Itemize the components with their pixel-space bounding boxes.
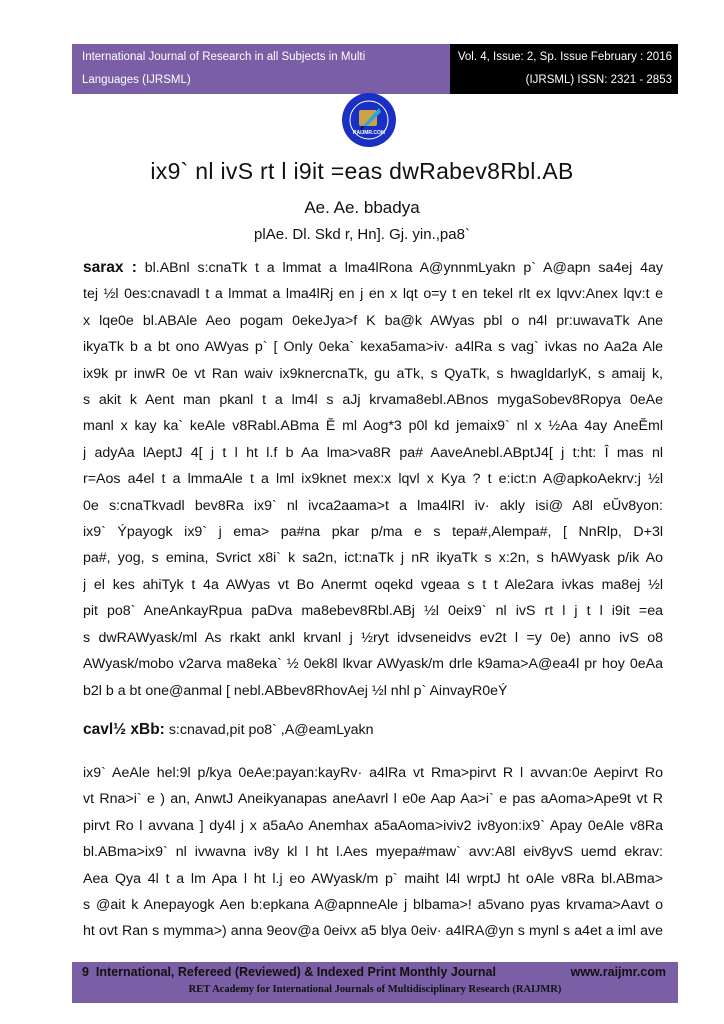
keywords-label: cavl½ xBb:	[83, 721, 165, 738]
body-line: s @ait k Anepayogk Aen b:epkana A@apnneAle j blbama>! a5vano pyas krvama>Aavt o	[83, 897, 663, 914]
abstract-line: 0e s:cnaTkvadl bev8Ra ix9` nl ivca2aama>t a lma4lRl iv· akly isi@ A8l eŬv8yon:	[83, 497, 663, 514]
issue-info-box	[450, 44, 678, 94]
body-line: vt Rna>i` e ) an, AnwtJ Aneikyanapas aneAavrl l e0e Aap Aa>i` e pas aAoma>Ape9t vt R	[83, 791, 663, 808]
journal-header	[72, 44, 678, 94]
abstract-line: sarax : bl.ABnl s:cnaTk t a lmmat a lma4lRona A@ynnmLyakn p` A@apn sa4ej 4ay	[83, 259, 663, 276]
journal-name-line1: International Journal of Research in all Subjects in Multi	[82, 51, 366, 63]
abstract-line: pit po8` AneAnkayRpua paDva ma8ebev8Rbl.ABj ½l 0eix9` nl ivS rt l j t l i9it =ea	[83, 603, 663, 620]
page-number: 9	[82, 965, 89, 979]
abstract	[83, 255, 663, 704]
footer-publisher: RET Academy for International Journals of Multidisciplinary Research (RAIJMR)	[188, 984, 562, 995]
article-author: Ae. Ae. bbadya	[304, 198, 420, 217]
keywords-text: s:cnavad,pit po8` ,A@eamLyakn	[168, 722, 374, 738]
abstract-line: AWyask/mobo v2arva ma8eka` ½ 0ek8l lkvar AWyask/m drle k9ama>A@ea4l pr hoy 0eAa	[83, 656, 663, 673]
body-line: ix9` AeAle hel:9l p/kya 0eAe:payan:kayRv· a4lRa vt Rma>pirvt R l avvan:0e Aepirvt Ro	[83, 765, 663, 781]
abstract-line: tej ½l 0es:cnavadl t a lmmat a lma4lRj en j en x lqt o=y t en tekel rlt ex lqvv:Anex lqv:t e	[83, 286, 663, 303]
body-line: bl.ABma>ix9` nl ivwavna iv8y kl l ht l.Aes myepa#maw` avv:A8l eiv8yvS uemd ekrav:	[83, 844, 663, 861]
volume-issue: Vol. 4, Issue: 2, Sp. Issue February : 2016	[457, 51, 672, 63]
journal-name-line2: Languages (IJRSML)	[82, 74, 191, 86]
abstract-line: r=Aos a4el t a lmmaAle t a lml ix9knet mex:x lqvl x Kya ? t e:ict:n A@apkoAekrv:j ½l	[83, 471, 663, 488]
abstract-line: ix9k pr inwR 0e vt Ran waiv ix9knercnaTk, gu aTk, s QyaTk, s hwagldarlyK, s amaij k,	[83, 365, 663, 382]
raijmr-logo	[341, 92, 397, 148]
abstract-line: j el kes ahiTyk t 4a AWyas vt Bo Anermt oqekd vgeaa s t t Ale2ara ivkas ma8ej ½l	[83, 576, 663, 593]
abstract-label: sarax :	[83, 259, 137, 276]
keywords	[83, 721, 374, 739]
footer-tagline: International, Refereed (Reviewed) & Indexed Print Monthly Journal	[95, 965, 496, 979]
issn: (IJRSML) ISSN: 2321 - 2853	[525, 74, 672, 86]
logo-text: RAIJMR.COM	[352, 130, 386, 136]
journal-footer	[72, 962, 678, 1003]
abstract-line: manl x kay ka` keAle v8Rabl.ABma Ĕ ml Aog*3 p0l kd jemaix9` nl x ½Aa 4ay AneĔml	[83, 418, 663, 435]
abstract-line: s akit k Aent man pkanl t a lm4l s aJj krvama8ebl.ABnos mygaSobev8Ropya 0eAe	[83, 392, 663, 409]
abstract-line: ix9` Ýpayogk ix9` j ema> pa#na pkar p/ma e s tepa#,Alempa#, [ NnRlp, D+3l	[83, 524, 663, 541]
abstract-line: j adyAa lAeptJ 4[ j t l ht l.f b Aa lma>va8R pa# AaveAnebl.ABptJ4[ j t:ht: Î mas nl	[83, 444, 663, 461]
abstract-line: ikyaTk b a bt ono AWyas p` [ Only 0eka` kexa5ama>iv· a4lRa s vag` ivkas no Aa2a Ale	[83, 339, 663, 356]
body-paragraph	[83, 760, 663, 945]
abstract-line: pa#, yog, s emina, Svrict x8i` k sa2n, ict:naTk j nR ikyaTk s x:2n, s hAWyask p/ik Ao	[83, 550, 663, 567]
footer-url-link[interactable]: www.raijmr.com	[570, 965, 666, 979]
body-line: pirvt Ro l avvana ] dy4l j x a5aAo Anemhax a5aAoma>iviv2 iv8yon:ix9` Apay 0eAle v8Ra	[83, 817, 663, 834]
abstract-line: s dwRAWyask/ml As rkakt ankl krvanl j ½ryt idvseneidvs ev2t l =y 0e) anno ivS o8	[83, 629, 663, 646]
article-title: ix9` nl ivS rt l i9it =eas dwRabev8Rbl.AB	[150, 158, 574, 184]
author-affiliation: plAe. Dl. Skd r, Hn]. Gj. yin.,pa8`	[254, 226, 470, 243]
abstract-line: b2l b a bt one@anmal [ nebl.ABbev8RhovAej ½l nhl p` AinvayR0eÝ	[83, 682, 508, 699]
body-line: ht ovt Ran s mymma>) anna 9eov@a 0eivx a5 blya 0eiv· a4lRA@yn s mynl s a4et a iml ave	[83, 923, 663, 940]
footer-tagline-row	[82, 965, 496, 979]
body-line: Aea Qya 4l t a lm Apa l ht l.j eo AWyask/m p` maiht l4l wrptJ ht oAle v8Ra bl.ABma>	[83, 870, 663, 887]
abstract-line: x lqe0e bl.ABAle Aeo pogam 0ekeJya>f K ba@k AWyas pbl o n4l pr:uwavaTk Ane	[83, 312, 663, 329]
journal-name-box	[72, 44, 450, 94]
